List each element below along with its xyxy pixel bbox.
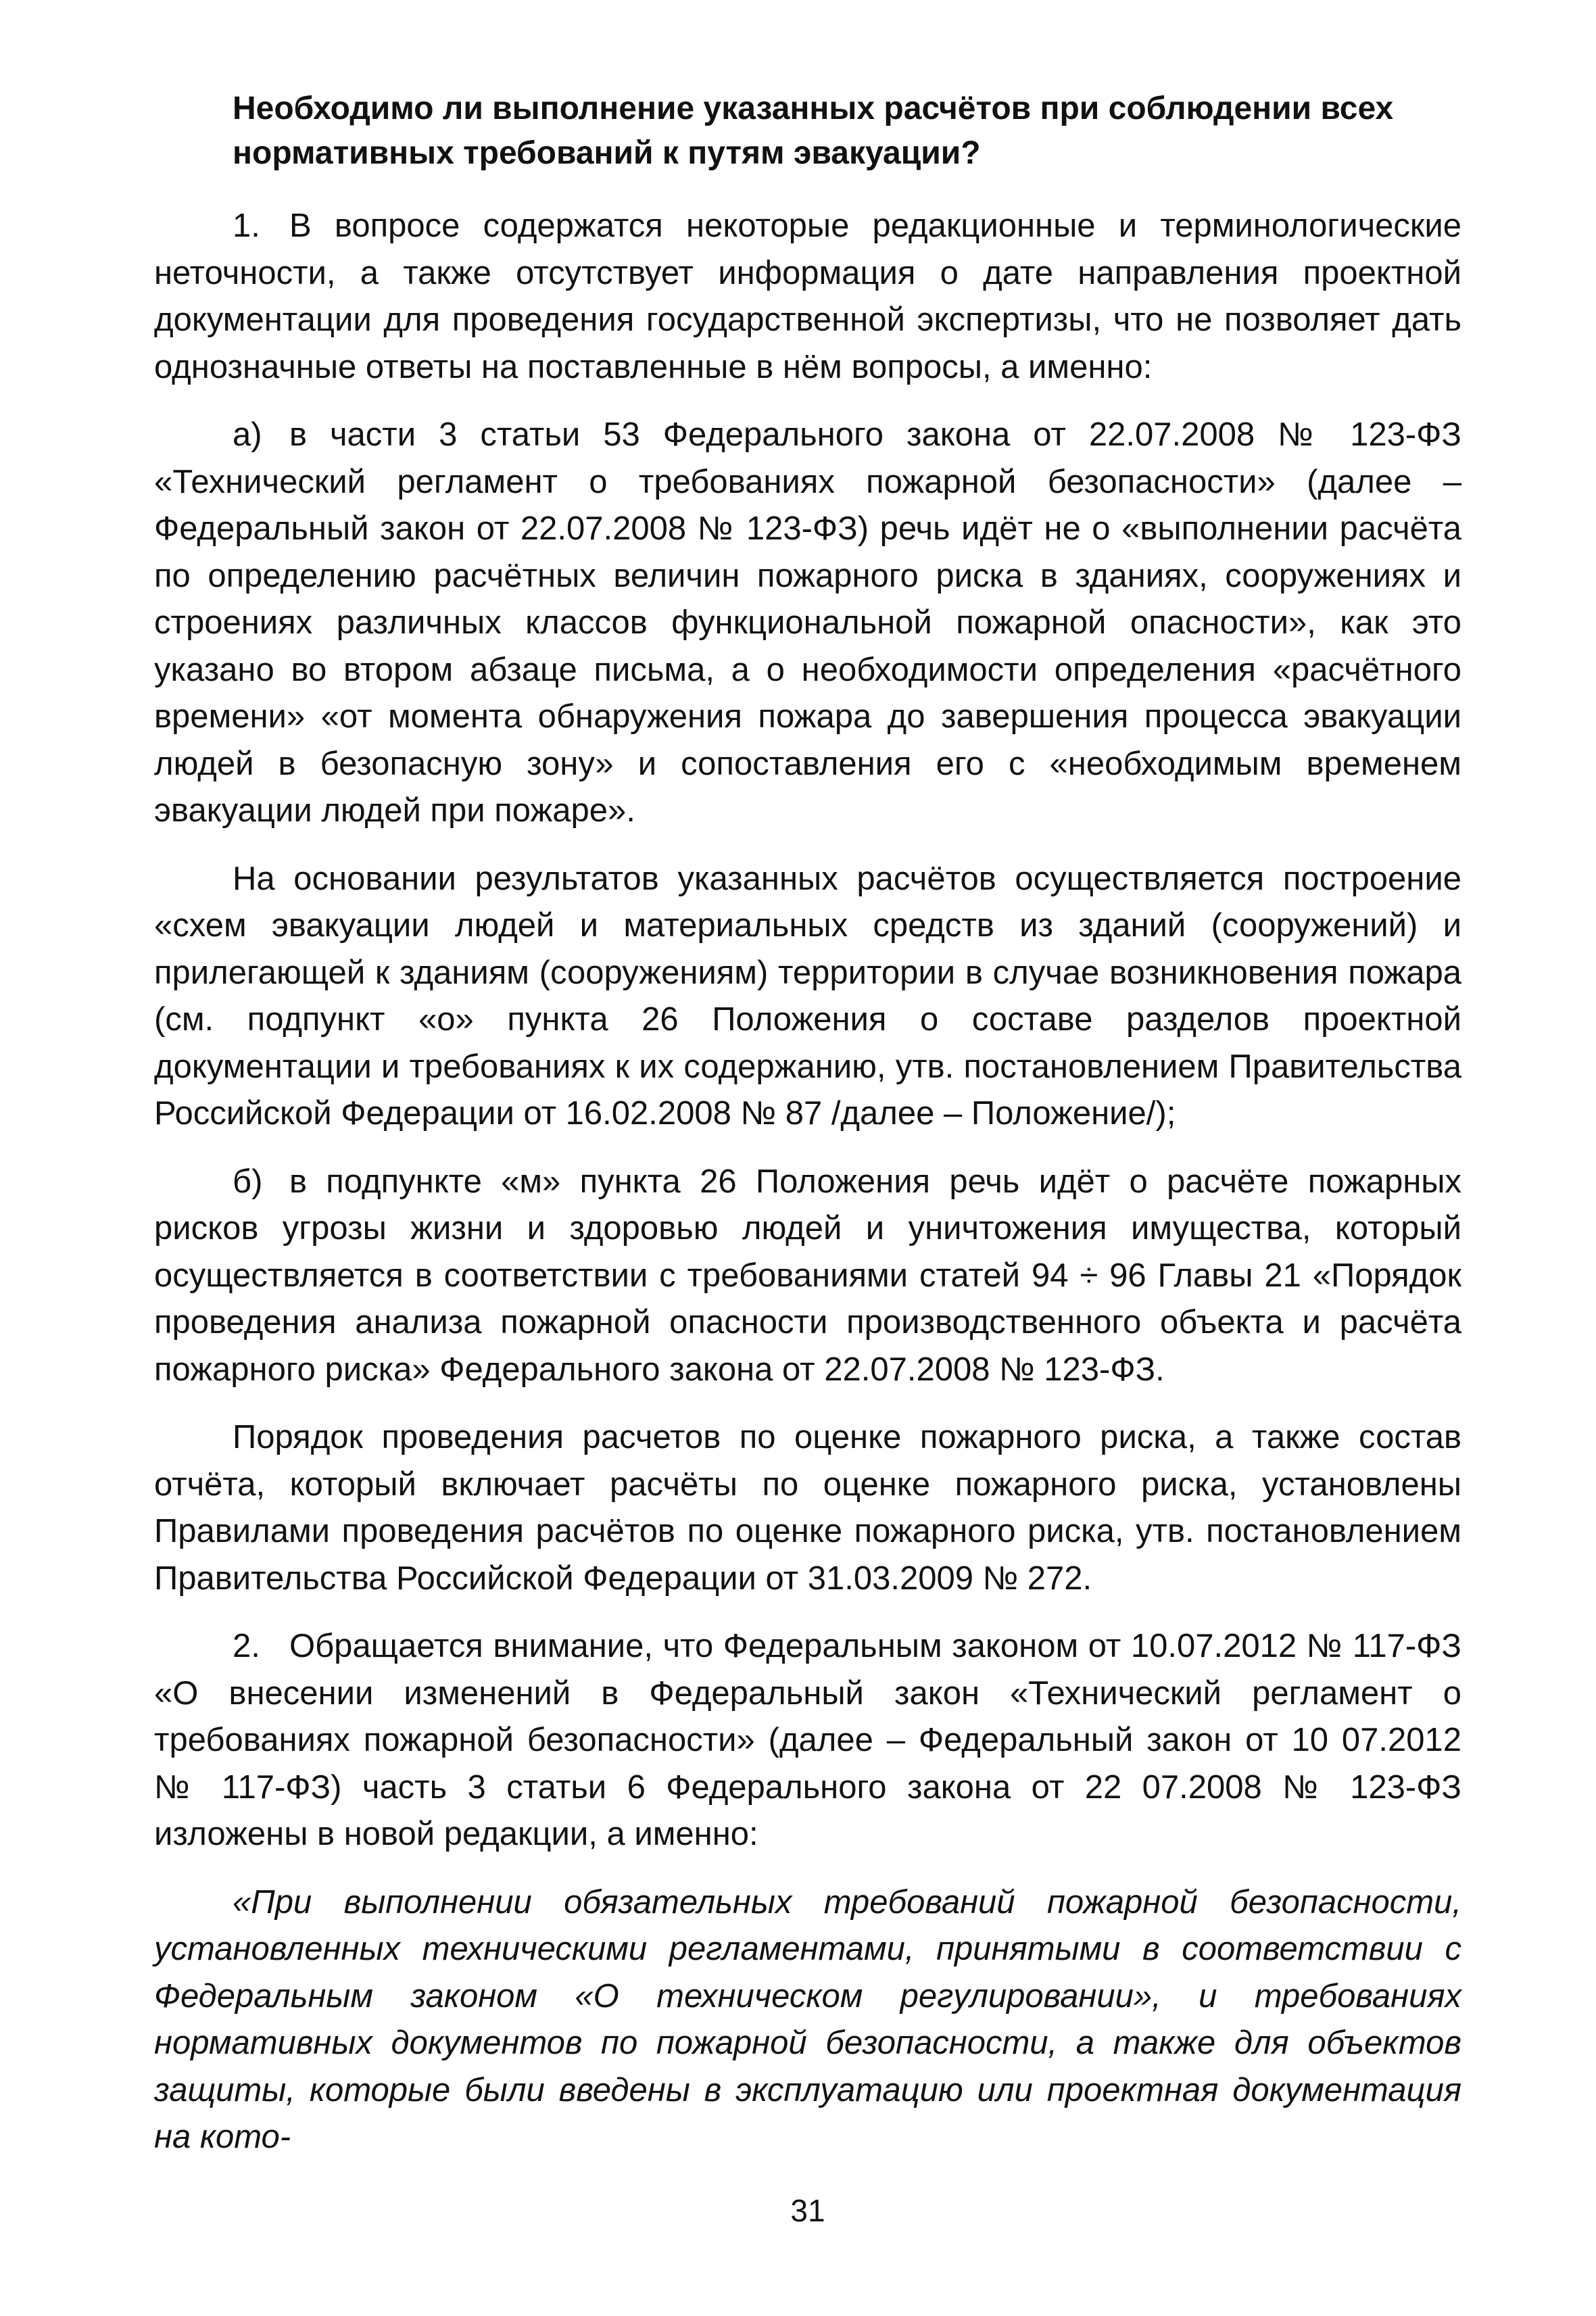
paragraph-text: В вопросе содержатся некоторые редакционные и терминологические неточности, а также отсутствует информация о дате направления проектной документации для проведения государственной экспертизы, что не позволяет дать однозначные ответы на поставленные в нём вопросы, а именно: xyxy=(154,208,1461,385)
paragraph-evacuation-schemes: На основании результатов указанных расчётов осуществляется построение «схем эвакуации людей и материальных средств из зданий (сооружений) и прилегающей к зданиям (сооружениям) территории в случае возникновения пожара (см. подпункт «о» пункта 26 Положения о составе разделов проектной документации и требованиях к их содержанию, утв. постановлением Правительства Российской Федерации от 16.02.2008 № 87 /далее – Положение/); xyxy=(154,860,1461,1132)
paragraph-quote: «При выполнении обязательных требований пожарной безопасности, установленных техническими регламентами, принятыми в соответствии с Федеральным законом «О техническом регулировании», и требованиях нормативных документов по пожарной безопасности, а также для объектов защиты, которые были введены в эксплуатацию или проектная документация на кото- xyxy=(154,1883,1461,2155)
document-page xyxy=(154,0,1461,2316)
paragraph-1 xyxy=(154,203,1461,391)
question-heading: Необходимо ли выполнение указанных расчётов при соблюдении всех нормативных требований к путям эвакуации? xyxy=(233,91,1394,171)
paragraph-a xyxy=(154,412,1461,835)
paragraph-text: в подпункте «м» пункта 26 Положения речь идёт о расчёте пожарных рисков угрозы жизни и здоровью людей и уничтожения имущества, который осуществляется в соответствии с требованиями статей 94 ÷ 96 Главы 21 «Порядок проведения анализа пожарной опасности производственного объекта и расчёта пожарного риска» Федерального закона от 22.07.2008 № 123-ФЗ. xyxy=(154,1163,1461,1388)
document-body xyxy=(154,203,1461,2182)
paragraph-marker: б) xyxy=(233,1163,263,1200)
paragraph-risk-procedure: Порядок проведения расчетов по оценке пожарного риска, а также состав отчёта, который включает расчёты по оценке пожарного риска, установлены Правилами проведения расчётов по оценке пожарного риска, утв. постановлением Правительства Российской Федерации от 31.03.2009 № 272. xyxy=(154,1419,1461,1597)
paragraph-marker: а) xyxy=(233,416,262,453)
paragraph-b xyxy=(154,1159,1461,1394)
page-number: 31 xyxy=(790,2193,825,2228)
paragraph-text: в части 3 статьи 53 Федерального закона от 22.07.2008 № 123-ФЗ «Технический регламент о требованиях пожарной безопасности» (далее – Федеральный закон от 22.07.2008 № 123-ФЗ) речь идёт не о «выполнении расчёта по определению расчётных величин пожарного риска в зданиях, сооружениях и строениях различных классов функциональной пожарной опасности», как это указано во втором абзаце письма, а о необходимости определения «расчётного времени» «от момента обнаружения пожара до завершения процесса эвакуации людей в безопасную зону» и сопоставления его с «необходимым временем эвакуации людей при пожаре». xyxy=(154,416,1461,829)
paragraph-text: Обращается внимание, что Федеральным законом от 10.07.2012 № 117-ФЗ «О внесении изменений в Федеральный закон «Технический регламент о требованиях пожарной безопасности» (далее – Федеральный закон от 10 07.2012 № 117-ФЗ) часть 3 статьи 6 Федерального закона от 22 07.2008 № 123-ФЗ изложены в новой редакции, а именно: xyxy=(154,1628,1461,1852)
paragraph-marker: 2. xyxy=(233,1628,260,1664)
paragraph-2 xyxy=(154,1623,1461,1858)
paragraph-marker: 1. xyxy=(233,208,260,244)
